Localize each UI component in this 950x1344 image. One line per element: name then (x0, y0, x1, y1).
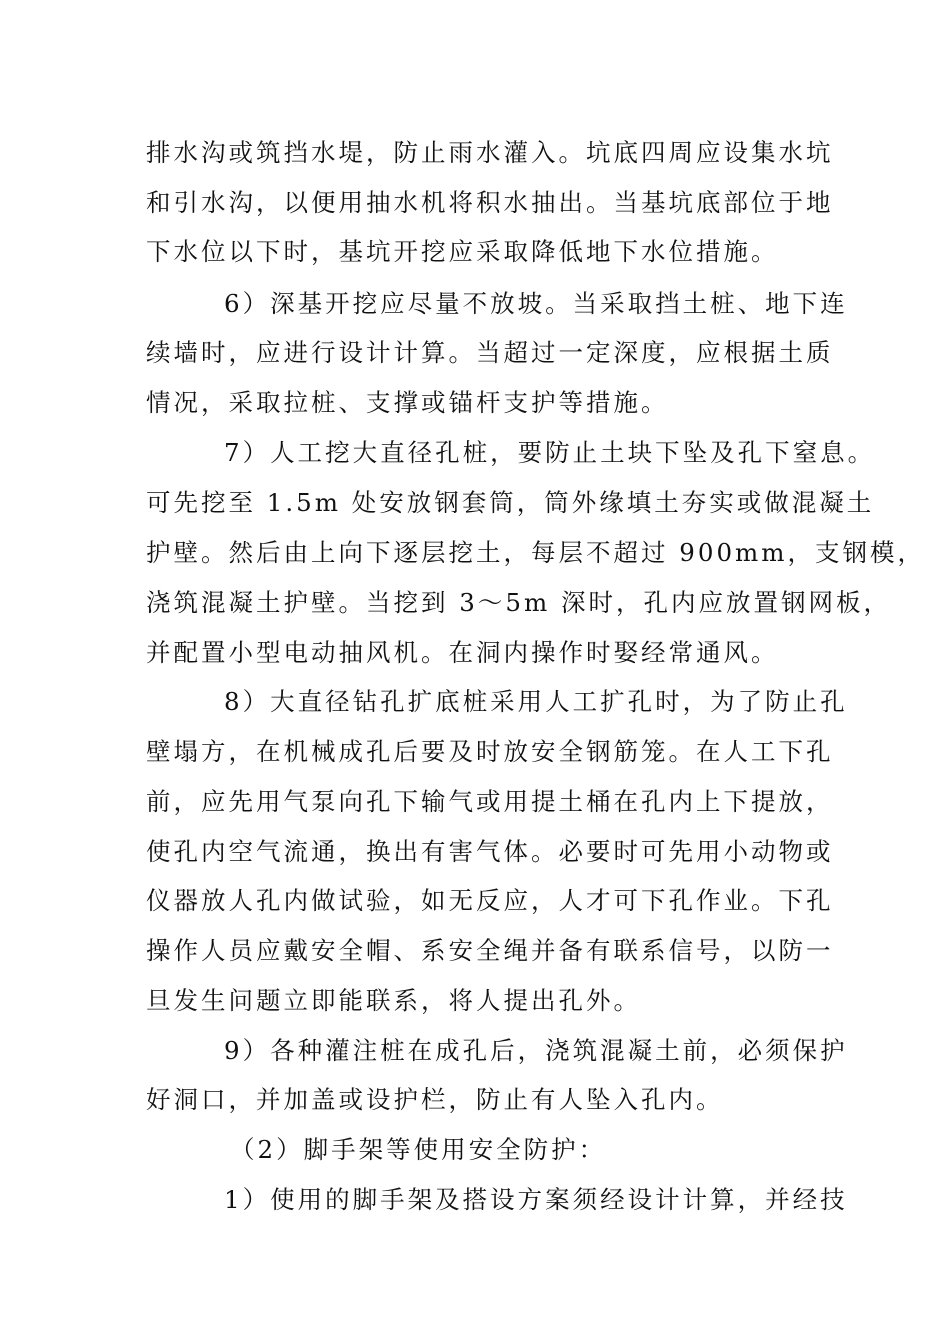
body-line: 并配置小型电动抽风机。在洞内操作时娶经常通风。 (146, 638, 779, 667)
body-line: 旦发生问题立即能联系，将人提出孔外。 (146, 986, 641, 1015)
paragraph-8-first-line: 8）大直径钻孔扩底桩采用人工扩孔时，为了防止孔 (224, 687, 848, 716)
body-line: 可先挖至 1.5m 处安放钢套筒，筒外缘填土夯实或做混凝土 (146, 488, 875, 517)
paragraph-6-first-line: 6）深基开挖应尽量不放坡。当采取挡土桩、地下连 (224, 289, 848, 318)
paragraph-1-first-line: 1）使用的脚手架及搭设方案须经设计计算，并经技 (224, 1185, 848, 1214)
body-line: 护壁。然后由上向下逐层挖土，每层不超过 900mm，支钢模， (146, 538, 926, 567)
paragraph-7-first-line: 7）人工挖大直径孔桩，要防止土块下坠及孔下窒息。 (224, 438, 876, 467)
body-line: 续墙时，应进行设计计算。当超过一定深度，应根据土质 (146, 338, 834, 367)
body-line: 前，应先用气泵向孔下输气或用提土桶在孔内上下提放， (146, 787, 834, 816)
section-heading: （2）脚手架等使用安全防护： (230, 1135, 607, 1164)
body-line: 仪器放人孔内做试验，如无反应，人才可下孔作业。下孔 (146, 886, 834, 915)
body-line: 使孔内空气流通，换出有害气体。必要时可先用小动物或 (146, 837, 834, 866)
body-line: 操作人员应戴安全帽、系安全绳并备有联系信号，以防一 (146, 936, 834, 965)
body-line: 和引水沟，以便用抽水机将积水抽出。当基坑底部位于地 (146, 188, 834, 217)
body-line: 好洞口，并加盖或设护栏，防止有人坠入孔内。 (146, 1085, 724, 1114)
body-line: 壁塌方，在机械成孔后要及时放安全钢筋笼。在人工下孔 (146, 737, 834, 766)
body-line: 下水位以下时，基坑开挖应采取降低地下水位措施。 (146, 237, 779, 266)
body-line: 情况，采取拉桩、支撑或锚杆支护等措施。 (146, 388, 669, 417)
body-line: 浇筑混凝土护壁。当挖到 3～5m 深时，孔内应放置钢网板， (146, 588, 891, 617)
paragraph-9-first-line: 9）各种灌注桩在成孔后，浇筑混凝土前，必须保护 (224, 1036, 848, 1065)
body-line: 排水沟或筑挡水堤，防止雨水灌入。坑底四周应设集水坑 (146, 138, 834, 167)
